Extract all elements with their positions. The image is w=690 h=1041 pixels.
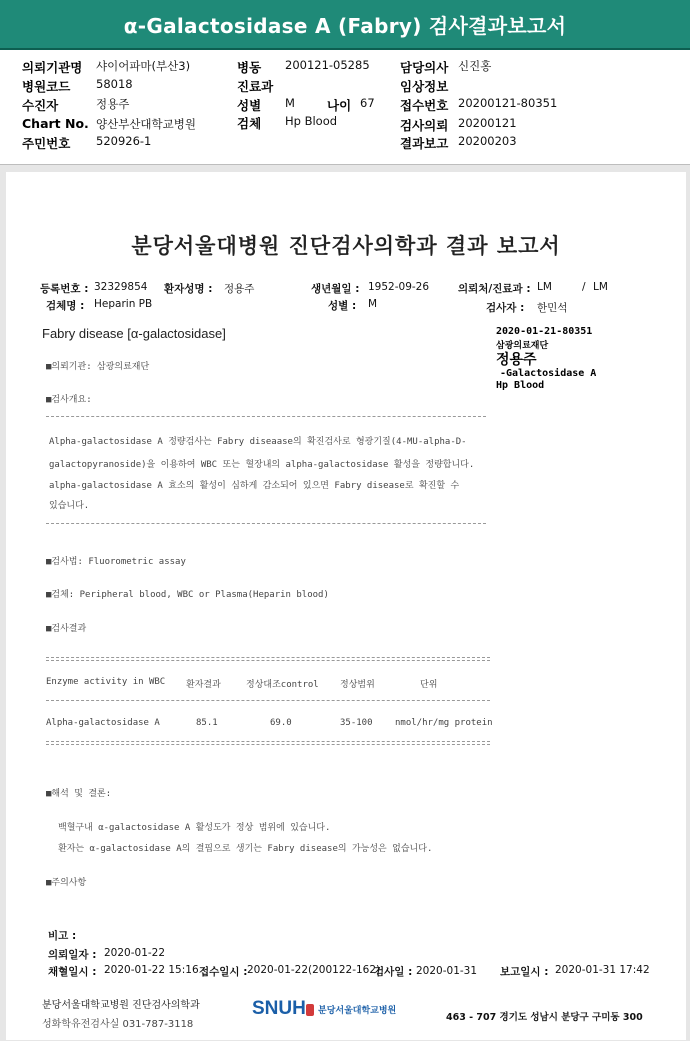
patient-info-header [0,50,690,164]
method-line: ■검사법: Fluorometric assay [46,557,186,567]
report-sex-value: M [368,298,378,310]
footer-dept: 분당서울대학교병원 진단검사의학과 [42,1000,200,1011]
request-dept-separator: / [582,281,586,293]
divider [46,744,490,745]
divider [46,657,490,658]
hospital-code-label: 병원코드 [22,79,71,94]
reg-no-value: 32329854 [94,281,148,293]
table-header-patient: 환자결과 [186,680,221,690]
institution-label: 의뢰기관명 [22,60,83,75]
request-date-value: 2020-01-22 [104,947,166,959]
table-row-patient-result: 85.1 [196,718,218,728]
ward-label: 병동 [237,60,262,75]
overview-line-2: galactopyranoside)을 이용하여 WBC 또는 혈장내의 alpha-galactosidase 활성을 정량합니다. [49,460,475,470]
table-row-control: 69.0 [270,718,292,728]
age-value: 67 [360,96,375,110]
interpretation-heading: ■해석 및 결론: [46,789,112,799]
interpretation-line-2: 환자는 α-galactosidase A의 결핍으로 생기는 Fabry disease의 가능성은 없습니다. [58,844,433,854]
table-header-control: 정상대조control [246,680,319,690]
footer-lab: 성화학유전검사실 031-787-3118 [42,1019,194,1030]
scanned-report-page [6,172,686,1040]
request-value: 20200121 [458,116,517,130]
request-date-label: 의뢰일자 : [48,949,97,961]
logo-hospital-name: 분당서울대학교병원 [318,1006,397,1016]
table-header-enzyme: Enzyme activity in WBC [46,677,166,687]
dept-label: 진료과 [237,79,274,94]
divider [46,416,486,417]
hospital-logo [252,998,412,1024]
chart-no-value: 양산부산대학교병원 [96,117,196,131]
org-line: ■의뢰기관: 삼광의료재단 [46,362,150,372]
divider [46,523,486,524]
collect-value: 2020-01-22 15:16 [104,964,199,976]
ward-value: 200121-05285 [285,58,370,72]
divider [46,660,490,661]
sticker-specimen: Hp Blood [496,380,545,391]
test-name: Fabry disease [α-galactosidase] [42,326,226,341]
specimen-name-value: Heparin PB [94,298,153,310]
patient-label: 수진자 [22,98,59,113]
request-dept-value: LM [537,281,552,293]
tester-value: 한민석 [537,302,568,314]
result-heading: ■검사결과 [46,624,87,634]
chart-no-label: Chart No. [22,116,89,131]
request-dept-label: 의뢰처/진료과 : [458,283,531,295]
accession-value: 20200121-80351 [458,96,558,110]
report-heading: 분당서울대병원 진단검사의학과 결과 보고서 [131,234,561,258]
specimen-name-label: 검체명 : [46,300,85,312]
overview-line-4: 있습니다. [49,501,90,511]
report-date-value: 2020-01-31 17:42 [555,964,650,976]
hospital-code-value: 58018 [96,77,133,91]
sex-label: 성별 [237,98,262,113]
sticker-accession: 2020-01-21-80351 [496,326,593,337]
request-label: 검사의뢰 [400,118,449,133]
test-date-label: 검사일 : [374,966,413,978]
report-sex-label: 성별 : [328,300,357,312]
footer-address: 463 - 707 경기도 성남시 분당구 구미동 300 [446,1012,643,1023]
title-bar [0,0,690,50]
overview-line-3: alpha-galactosidase A 효소의 활성이 심하게 감소되어 있으면 Fabry disease로 확진할 수 [49,481,460,491]
sticker-org: 삼광의료재단 [496,341,549,351]
divider [46,700,490,701]
accession-label: 접수번호 [400,98,449,113]
logo-snuh: SNUH [252,998,306,1019]
clinical-label: 임상정보 [400,79,449,94]
sticker-test: -Galactosidase A [500,368,597,379]
table-header-unit: 단위 [420,680,438,690]
interpretation-line-1: 백혈구내 α-galactosidase A 활성도가 정상 범위에 있습니다. [58,823,331,833]
report-date-label: 보고일시 : [500,966,549,978]
overview-heading: ■검사개요: [46,395,92,405]
test-date-value: 2020-01-31 [416,965,478,977]
caution-heading: ■주의사항 [46,878,87,888]
report-title: α-Galactosidase A (Fabry) 검사결과보고서 [123,14,567,38]
sticker-patient-name: 정용주 [496,352,537,368]
patient-name-value: 정용주 [224,283,255,295]
doctor-label: 담당의사 [400,60,449,75]
collect-label: 채혈일시 : [48,966,97,978]
age-label: 나이 [327,98,352,113]
request-dept-value-2: LM [593,281,608,293]
patient-name-label: 환자성명 : [164,283,213,295]
remarks-label: 비고 : [48,930,77,942]
resident-no-value: 520926-1 [96,134,152,148]
table-row-range: 35-100 [340,718,373,728]
institution-value: 샤이어파마(부산3) [96,59,191,73]
receipt-label: 접수일시 : [199,966,248,978]
tester-label: 검사자 : [486,302,525,314]
doctor-value: 신진홍 [458,59,492,73]
birth-value: 1952-09-26 [368,281,430,293]
reg-no-label: 등록번호 : [40,283,89,295]
resident-no-label: 주민번호 [22,136,71,151]
divider [46,741,490,742]
specimen-line: ■검체: Peripheral blood, WBC or Plasma(Heparin blood) [46,590,329,600]
patient-value: 정용주 [96,97,130,111]
report-label: 결과보고 [400,136,449,151]
table-row-unit: nmol/hr/mg protein [395,718,493,728]
sex-value: M [285,96,295,110]
logo-mark-icon [306,1004,314,1016]
overview-line-1: Alpha-galactosidase A 정량검사는 Fabry diseaase의 확진검사로 형광기질(4-MU-alpha-D- [49,437,467,447]
report-value: 20200203 [458,134,517,148]
table-row-test: Alpha-galactosidase A [46,718,160,728]
specimen-value: Hp Blood [285,114,338,128]
table-header-range: 정상범위 [340,680,375,690]
birth-label: 생년월일 : [311,283,360,295]
receipt-value: 2020-01-22(200122-162) [247,964,381,976]
specimen-label: 검체 [237,116,262,131]
specimen-sticker [492,322,634,392]
